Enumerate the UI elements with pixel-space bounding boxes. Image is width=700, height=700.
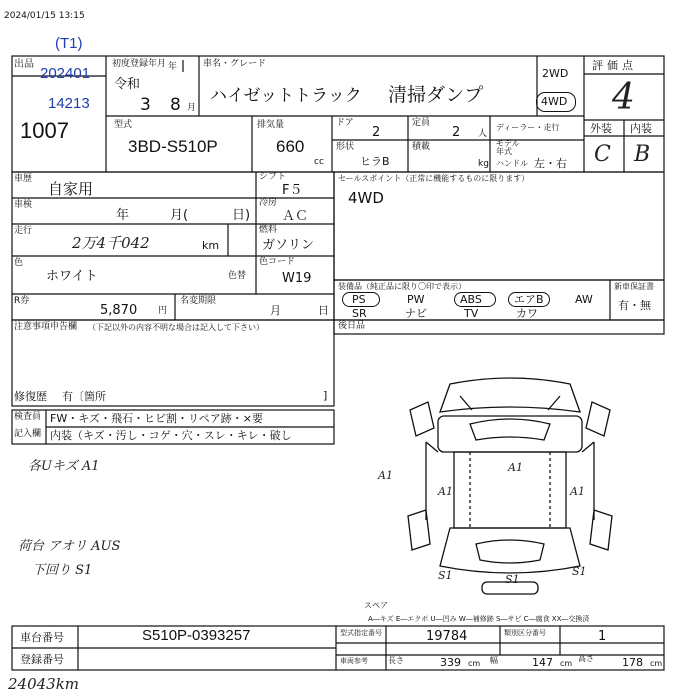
inspector-label-2: 記入欄: [14, 429, 42, 439]
spare-label: スペア: [364, 601, 388, 610]
shaken-day-unit: 日): [232, 208, 251, 223]
remark-2: 荷台 アオリ AUS: [18, 539, 121, 554]
era: 令和: [114, 77, 141, 92]
capacity-unit: 人: [478, 129, 488, 139]
mark-a1-door-r: A1: [570, 485, 585, 498]
length-unit: cm: [468, 659, 481, 668]
lot-number: 1007: [20, 118, 69, 143]
class-number: 1: [598, 629, 607, 644]
type-label: 型式指定番号: [340, 629, 382, 637]
km-unit: km: [202, 239, 220, 252]
equip-pw: PW: [407, 293, 425, 306]
overall-grade: 4: [612, 77, 635, 118]
warranty: 有・無: [618, 299, 651, 312]
reg-year: 3: [140, 95, 151, 115]
vehicle-diagram: [390, 376, 650, 606]
after-label: 後日品: [338, 321, 366, 331]
equip-ps: PS: [352, 293, 366, 306]
chassis-number: S510P-0393257: [142, 627, 251, 644]
grade-label: 評価点: [592, 59, 637, 72]
equip-airbag: エアB: [514, 293, 544, 306]
shaken-year-unit: 年: [116, 208, 130, 223]
displacement-label: 排気量: [257, 120, 285, 130]
fuel: ガソリン: [262, 238, 315, 253]
doors: 2: [372, 125, 381, 140]
equip-navi: ナビ: [405, 307, 427, 320]
equipment-label: 装備品（純正品に限り〇印で表示）: [338, 282, 466, 291]
history: 自家用: [48, 180, 94, 198]
interior-label: 内装: [630, 122, 652, 135]
shift-label: シフト: [259, 172, 287, 182]
exhibit-label: 出品: [14, 59, 34, 70]
dealer-label: ディーラー・走行: [496, 123, 560, 132]
bottom-mileage: 24043km: [8, 675, 80, 693]
equip-abs: ABS: [460, 293, 482, 306]
repair-label: 修復歴: [14, 390, 47, 403]
mark-a1-left: A1: [378, 469, 393, 482]
equip-aw: AW: [575, 293, 593, 306]
width-label: 幅: [490, 656, 498, 665]
width-unit: cm: [560, 659, 573, 668]
color: ホワイト: [46, 269, 98, 284]
sales-point-label: セールスポイント（正常に機能するものに限ります）: [338, 174, 530, 183]
name-label: 車名・グレード: [203, 59, 267, 69]
cc-unit: cc: [314, 157, 324, 167]
recycle-label: R券: [14, 296, 30, 306]
height-unit: cm: [650, 659, 663, 668]
sales-point: 4WD: [348, 189, 384, 207]
caution-label: 注意事項申告欄: [14, 322, 78, 332]
equip-sr: SR: [352, 307, 367, 320]
remark-1: 各Uキズ A1: [28, 459, 100, 474]
mark-a1-door-l: A1: [438, 485, 453, 498]
yen-unit: 円: [158, 306, 168, 316]
shape-label: 形状: [336, 142, 355, 152]
ac: ＡＣ: [282, 209, 309, 224]
repair-close: ]: [323, 389, 328, 402]
year-unit: 年: [168, 62, 178, 72]
capacity-label: 定員: [412, 118, 431, 128]
door-label: ドア: [336, 118, 354, 128]
drive-2wd: 2WD: [542, 67, 569, 80]
first-reg-label: 初度登録年月: [112, 59, 167, 69]
color-code: W19: [282, 271, 312, 286]
interior-grade: B: [634, 142, 651, 167]
chassis-label: 車台番号: [20, 631, 64, 644]
mark-s1-rear: S1: [505, 573, 520, 586]
timestamp: 2024/01/15 13:15: [4, 11, 85, 21]
fuel-label: 燃料: [259, 225, 278, 235]
inspector-label-1: 検査員: [14, 412, 42, 422]
color-code-label: 色コード: [259, 257, 296, 267]
transfer-month: 月: [270, 304, 281, 317]
auction-id: 14213: [48, 95, 90, 112]
model-code: 3BD-S510P: [128, 137, 218, 156]
transfer-day: 日: [318, 304, 329, 317]
height: 178: [622, 656, 643, 669]
repair-value: 有〔箇所: [62, 390, 106, 403]
shift: F５: [282, 183, 303, 198]
warranty-label: 新車保証書: [614, 282, 654, 291]
shape: ヒラB: [360, 155, 390, 168]
reg-month: 8: [170, 95, 181, 115]
color-label: 色: [14, 258, 24, 268]
reg-label: 登録番号: [20, 653, 64, 666]
grade: 清掃ダンプ: [388, 84, 484, 106]
type-number: 19784: [426, 629, 468, 644]
mileage-label: 走行: [14, 226, 33, 236]
length-label: 長さ: [388, 656, 404, 665]
displacement: 660: [276, 137, 305, 156]
shaken-label: 車検: [14, 200, 33, 210]
exterior-grade: C: [594, 142, 611, 167]
handle: 左・右: [534, 157, 567, 170]
caution-sub: （下記以外の内容不明な場合は記入して下さい）: [88, 323, 264, 332]
color-change-label: 色替: [228, 271, 247, 281]
equip-tv: TV: [464, 307, 479, 320]
class-label: 類別区分番号: [504, 629, 546, 637]
kg-unit: kg: [478, 159, 489, 169]
auction-date: 202401: [40, 65, 91, 82]
shaken-month-unit: 月(: [170, 208, 189, 223]
height-label: 高さ: [578, 654, 594, 663]
damage-legend: A―キズ E―エクボ U―凹み W―補修跡 S―サビ C―腐食 XX―交換済: [368, 615, 590, 623]
capacity: 2: [452, 125, 461, 140]
ac-label: 冷房: [259, 198, 278, 208]
venue-code: (T1): [55, 35, 83, 52]
width: 147: [532, 656, 553, 669]
transfer-label: 名変期限: [180, 296, 217, 306]
handle-label: ハンドル: [496, 159, 528, 168]
model-label: 型式: [114, 120, 133, 130]
drive-4wd: 4WD: [541, 95, 568, 108]
recycle-fee: 5,870: [100, 303, 138, 318]
equip-leather: カワ: [516, 307, 538, 320]
exterior-label: 外装: [590, 122, 612, 135]
mark-s1-rr: S1: [572, 565, 587, 578]
history-label: 車歴: [14, 174, 33, 184]
car-name: ハイゼットトラック: [210, 86, 362, 106]
month-unit: 月: [187, 103, 197, 113]
remark-3: 下回り S1: [32, 563, 93, 578]
load-label: 積載: [412, 142, 431, 152]
ref-label: 車両参考: [340, 657, 368, 665]
length: 339: [440, 656, 461, 669]
inspector-row-2: 内装（キズ・汚し・コゲ・穴・スレ・キレ・破し: [50, 429, 292, 442]
mark-s1-rl: S1: [438, 569, 453, 582]
inspector-row-1: FW・キズ・飛石・ヒビ割・リペア跡・×要: [50, 412, 263, 425]
mileage: 2万4千042: [72, 234, 150, 252]
model-year-label: モデル 年式: [496, 139, 520, 156]
mark-a1-roof: A1: [508, 461, 523, 474]
